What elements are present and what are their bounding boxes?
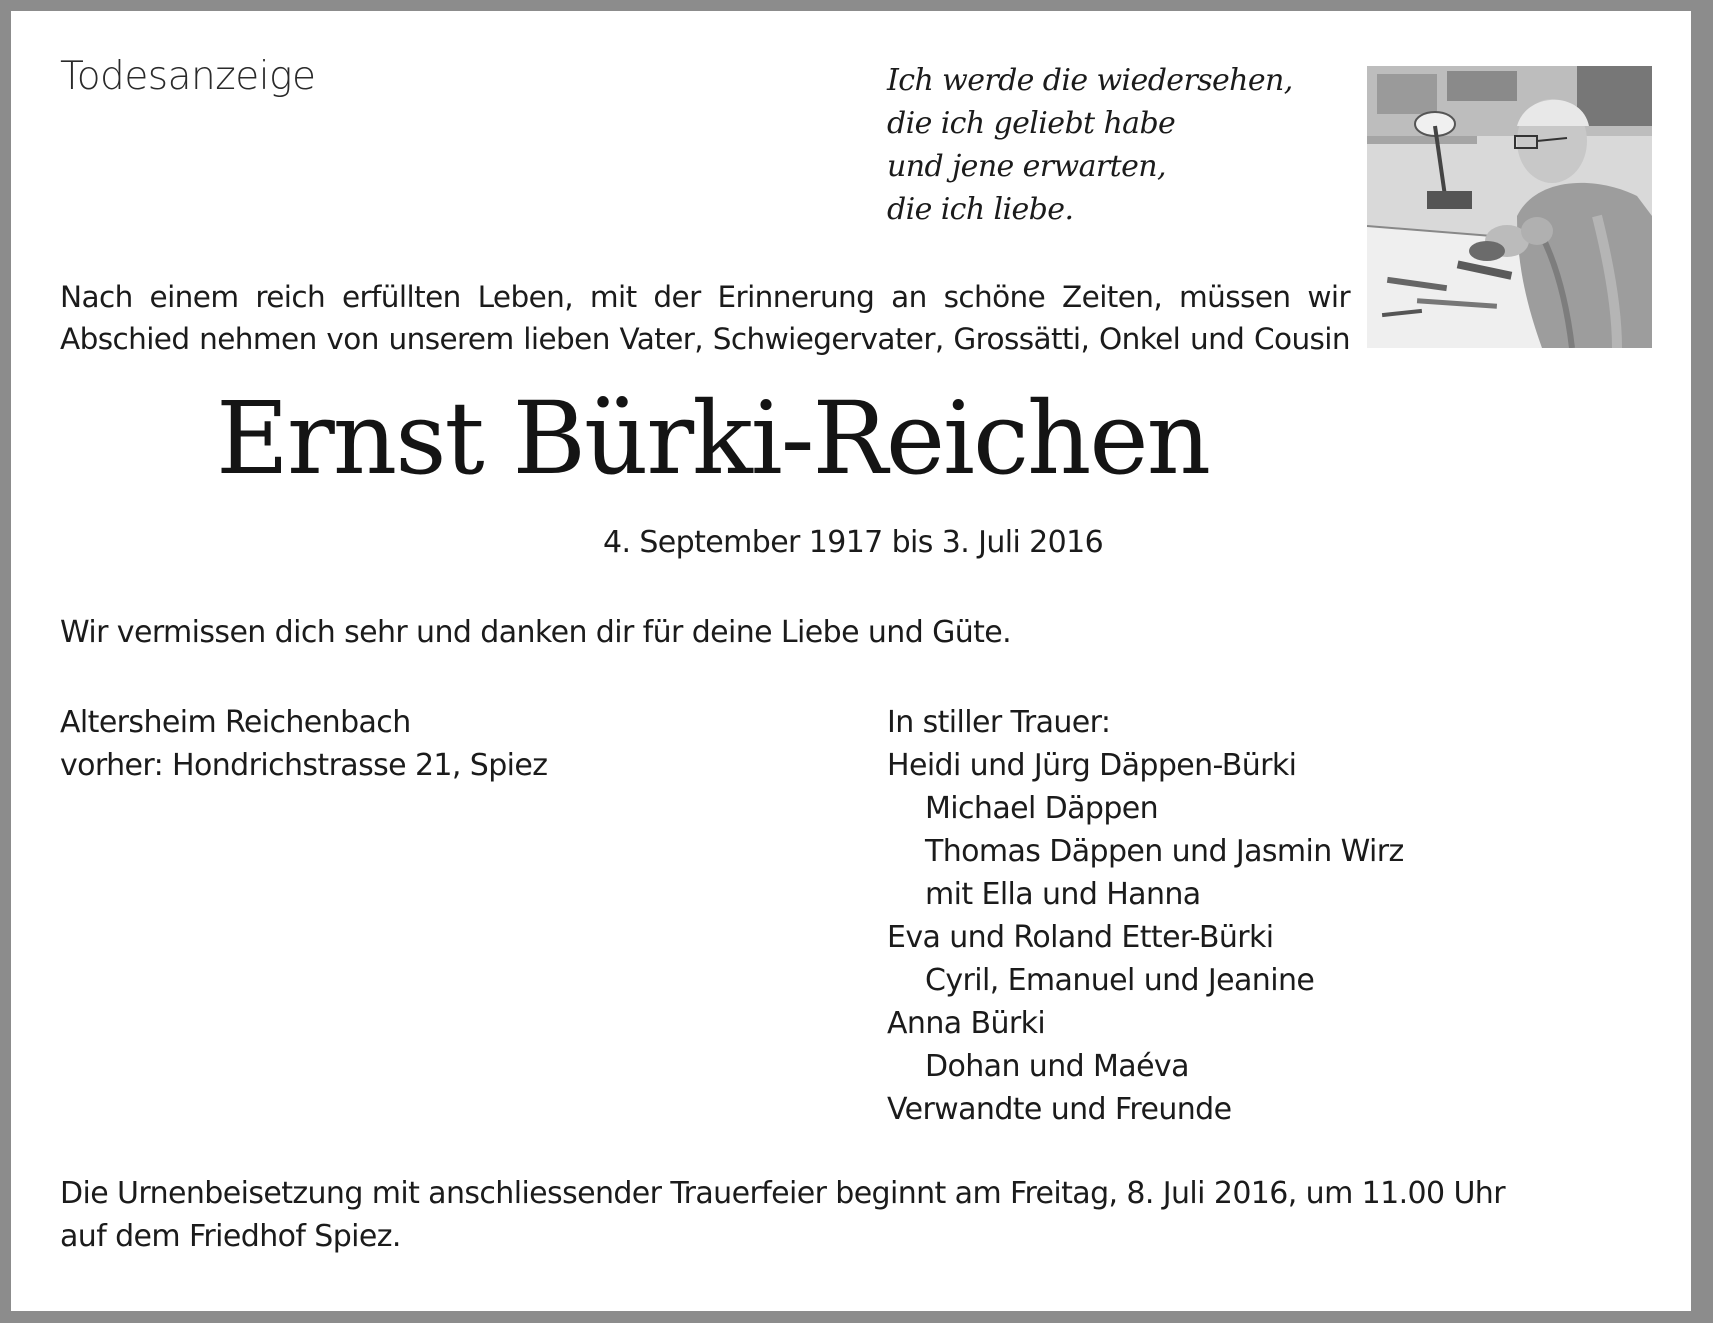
quote-line: die ich liebe. <box>887 192 1074 227</box>
intro-line: Nach einem reich erfüllten Leben, mit der Erinnerung an schöne Zeiten, müssen wir <box>60 280 1350 314</box>
mourner-family: Verwandte und Freunde <box>887 1092 1232 1127</box>
mourner-family: Eva und Roland Etter-Bürki <box>887 920 1274 955</box>
quote-line: und jene erwarten, <box>887 149 1166 184</box>
mourner-member: mit Ella und Hanna <box>925 877 1201 912</box>
quote-line: die ich geliebt habe <box>887 106 1176 141</box>
deceased-name: Ernst Bürki-Reichen <box>216 380 1210 497</box>
thanks-message: Wir vermissen dich sehr und danken dir für deine Liebe und Güte. <box>60 615 1012 650</box>
mourner-family: Anna Bürki <box>887 1006 1046 1041</box>
quote-line: Ich werde die wiedersehen, <box>887 63 1293 98</box>
portrait-photo <box>1367 66 1652 348</box>
death-notice <box>11 11 1691 1311</box>
ceremony-info <box>60 1172 1505 1258</box>
ceremony-line: Die Urnenbeisetzung mit anschliessender Trauerfeier beginnt am Freitag, 8. Juli 2016, um 11.00 Uhr <box>60 1176 1505 1211</box>
mourner-member: Dohan und Maéva <box>925 1049 1189 1084</box>
address-line: Altersheim Reichenbach <box>60 705 411 740</box>
address-line: vorher: Hondrichstrasse 21, Spiez <box>60 748 548 783</box>
intro-line: Abschied nehmen von unserem lieben Vater, Schwiegervater, Grossätti, Onkel und Cousin <box>60 322 1350 356</box>
mourners-heading: In stiller Trauer: <box>887 705 1111 740</box>
notice-type-label: Todesanzeige <box>60 54 316 99</box>
life-dates: 4. September 1917 bis 3. Juli 2016 <box>603 525 1104 560</box>
mourner-family: Heidi und Jürg Däppen-Bürki <box>887 748 1297 783</box>
mourners-list <box>887 701 1404 1131</box>
portrait-photo-image <box>1367 66 1652 348</box>
address-block <box>60 701 547 787</box>
intro-text <box>60 276 1350 360</box>
mourner-member: Cyril, Emanuel und Jeanine <box>925 963 1315 998</box>
mourner-member: Thomas Däppen und Jasmin Wirz <box>925 834 1404 869</box>
memorial-quote <box>887 59 1293 231</box>
mourner-member: Michael Däppen <box>925 791 1159 826</box>
ceremony-line: auf dem Friedhof Spiez. <box>60 1219 401 1254</box>
